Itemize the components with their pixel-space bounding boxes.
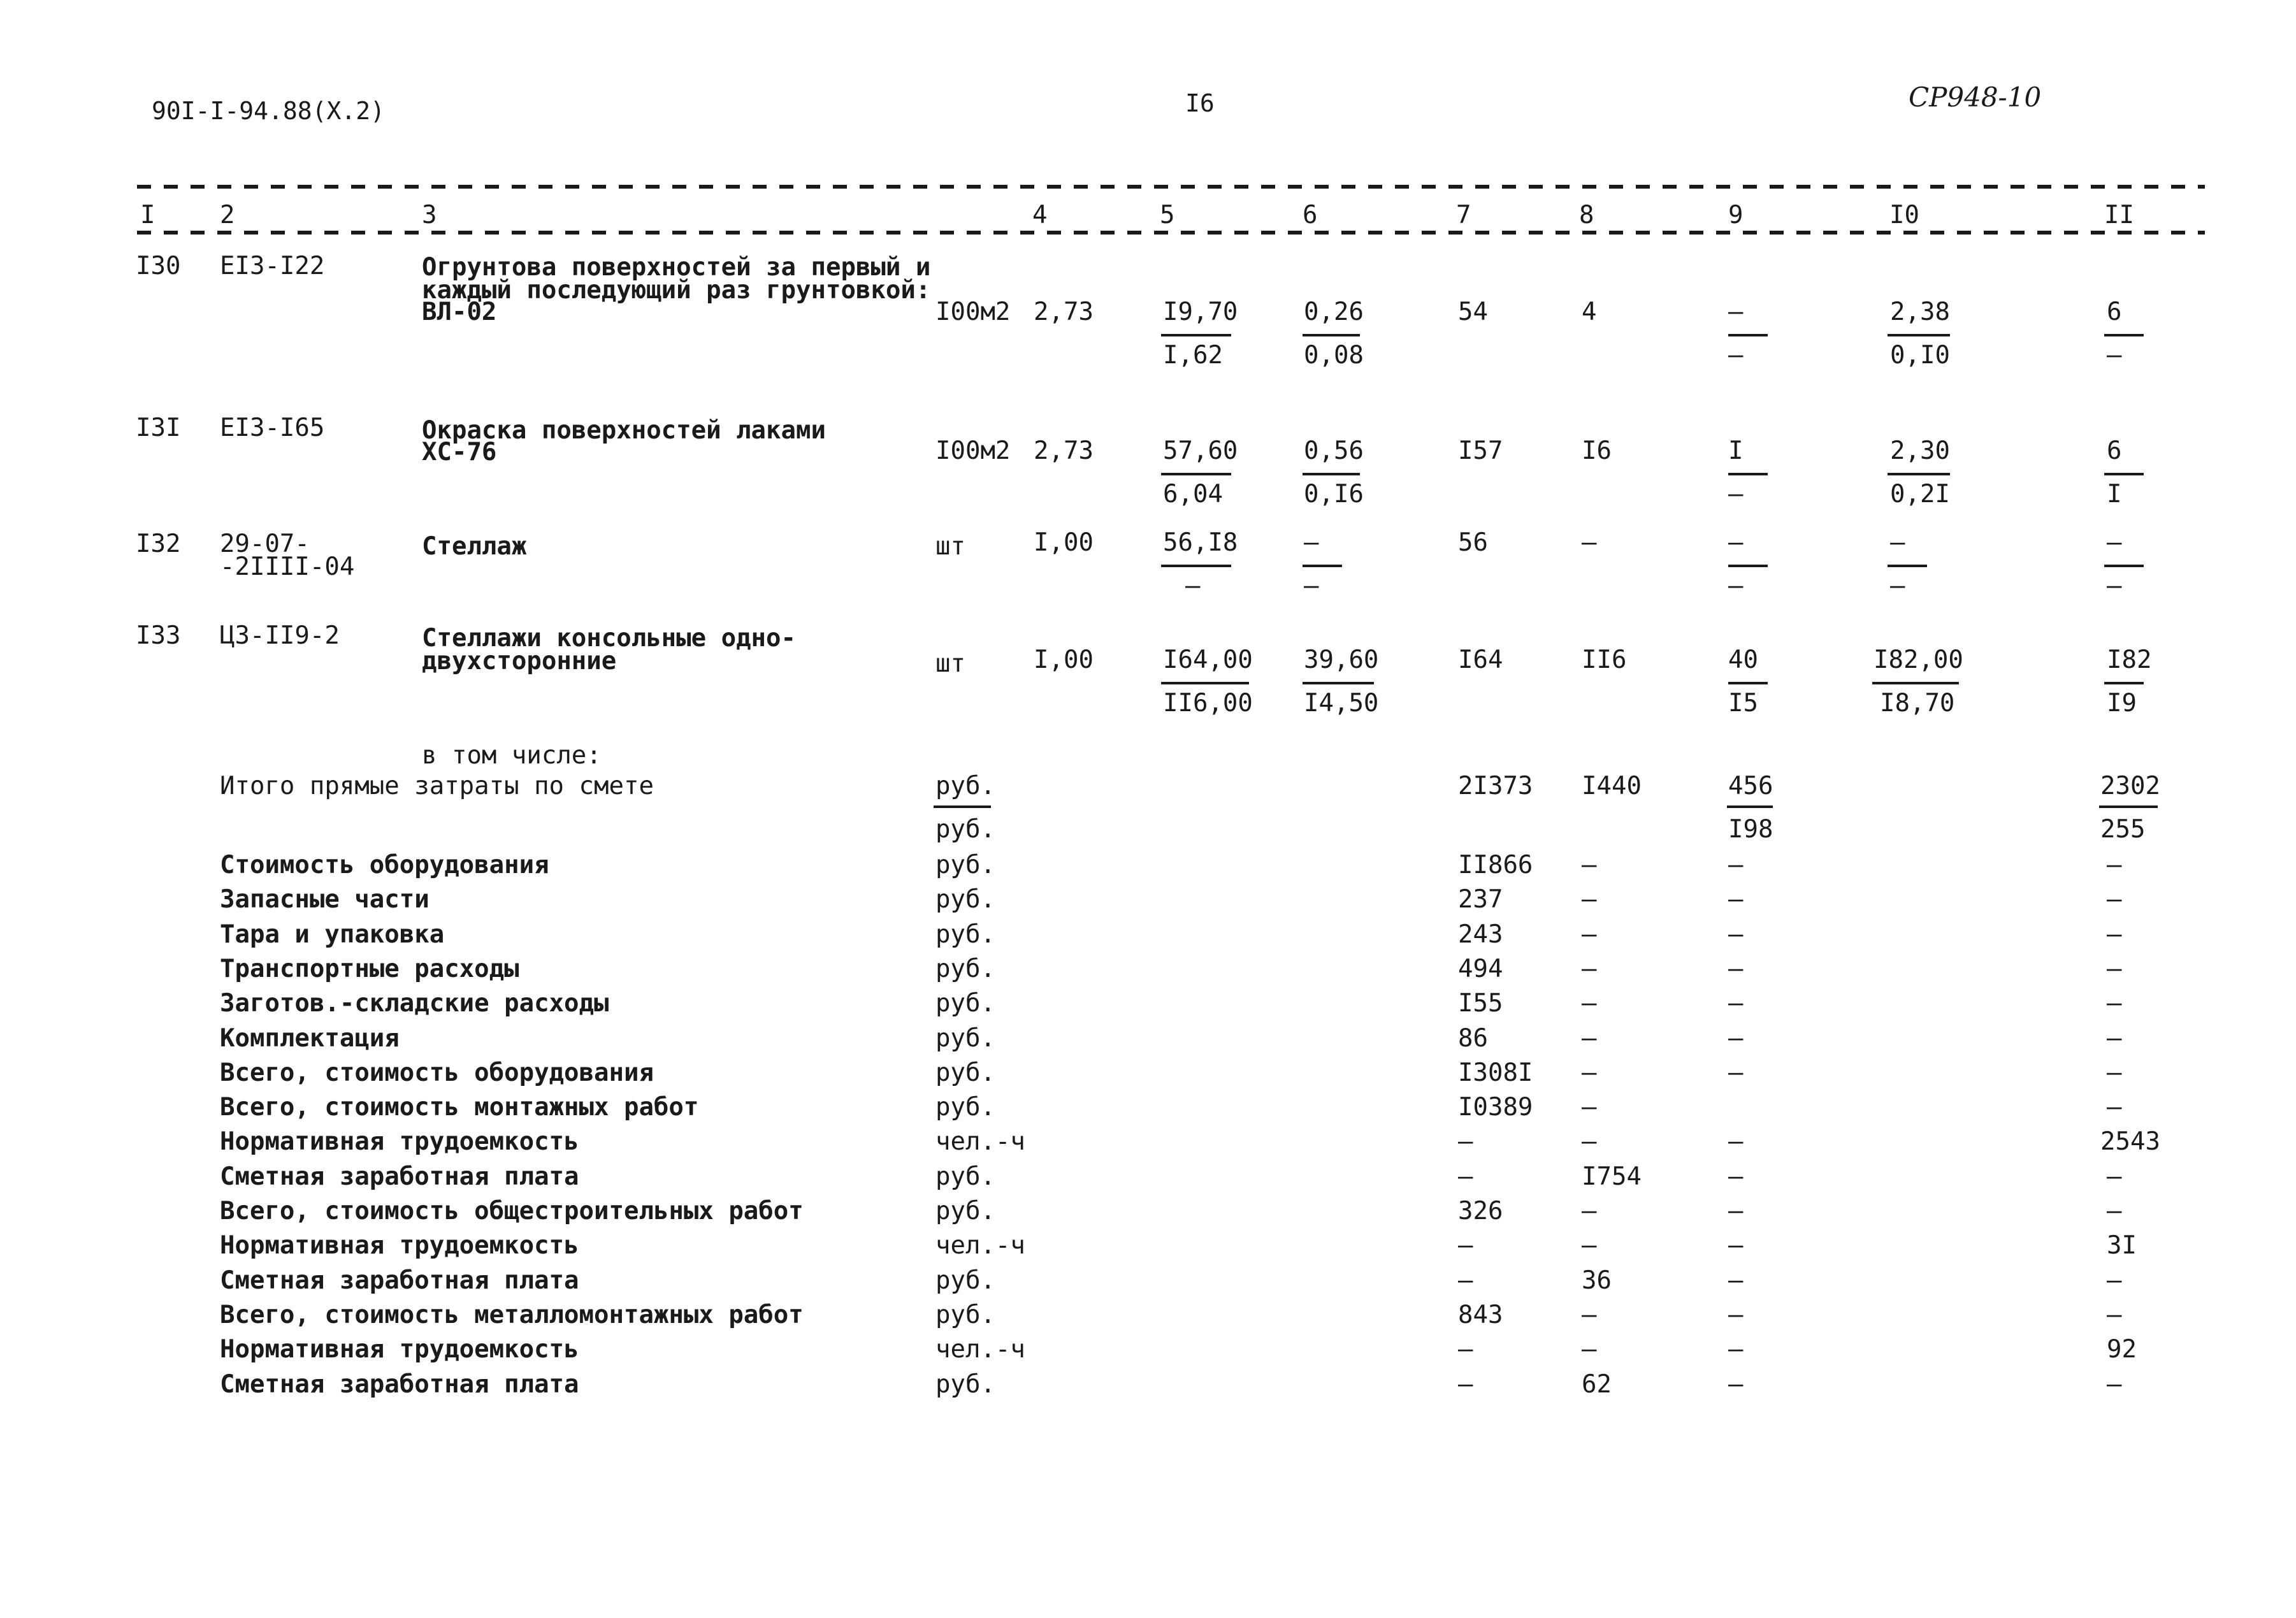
summary-c11: –	[2107, 1301, 2122, 1329]
summary-c9: –	[1728, 920, 1744, 949]
row-number: I33	[136, 621, 181, 650]
summary-c11: –	[2107, 1093, 2122, 1122]
summary-label: Запасные части	[220, 885, 430, 914]
summary-c7: 843	[1458, 1301, 1503, 1329]
c9-top: –	[1728, 298, 1744, 326]
summary-c8: 36	[1582, 1266, 1612, 1295]
summary-label: Сметная заработная плата	[220, 1162, 579, 1191]
summary-c8: I754	[1582, 1162, 1642, 1191]
fraction-bar	[2104, 334, 2144, 336]
summary-c9: –	[1728, 1301, 1744, 1329]
col-header-8: 8	[1579, 201, 1594, 229]
norm-code: EI3-I22	[220, 252, 325, 280]
summary-c7: I55	[1458, 989, 1503, 1018]
unit-cost-bottom: –	[1185, 572, 1201, 600]
summary-label: Итого прямые затраты по смете	[220, 772, 654, 800]
fraction-bar	[1728, 473, 1768, 475]
summary-unit: руб.	[935, 1058, 995, 1087]
c10-top: –	[1890, 528, 1905, 557]
total-cost: I57	[1458, 437, 1503, 465]
quantity: 2,73	[1034, 437, 1094, 465]
row-number: I3I	[136, 414, 181, 442]
c11-top: I82	[2107, 646, 2152, 674]
summary-label: Стоимость оборудования	[220, 851, 549, 879]
unit: I00м2	[935, 298, 1011, 326]
quantity: I,00	[1034, 646, 1094, 674]
summary-unit: руб.	[935, 1301, 995, 1329]
c6-top: 39,60	[1304, 646, 1379, 674]
summary-label: Тара и упаковка	[220, 920, 445, 949]
norm-code: ЦЗ-II9-2	[220, 621, 340, 650]
norm-code: 29-07-	[220, 530, 310, 558]
summary-unit: руб.	[935, 885, 995, 914]
summary-c7: –	[1458, 1127, 1473, 1156]
summary-c7: 237	[1458, 885, 1503, 914]
summary-c8: –	[1582, 1058, 1597, 1087]
summary-c7: 243	[1458, 920, 1503, 949]
summary-c11: –	[2107, 1058, 2122, 1087]
col-header-10: I0	[1889, 201, 1919, 229]
summary-c9: –	[1728, 1335, 1744, 1364]
fraction-bar	[1888, 565, 1927, 567]
c11-bottom: –	[2107, 572, 2122, 600]
summary-c9: –	[1728, 1231, 1744, 1260]
summary-c11: 3I	[2107, 1231, 2137, 1260]
summary-c8: –	[1582, 885, 1597, 914]
col-header-6: 6	[1303, 201, 1318, 229]
c6-bottom: 0,08	[1304, 341, 1364, 370]
c6-top: 0,26	[1304, 298, 1364, 326]
fraction-bar	[1728, 682, 1768, 684]
col-header-2: 2	[220, 201, 235, 229]
norm-code: -2IIII-04	[220, 553, 355, 581]
summary-c7: –	[1458, 1162, 1473, 1191]
work-description: двухсторонние	[422, 647, 617, 675]
summary-c11: –	[2107, 1197, 2122, 1225]
summary-c11: –	[2107, 920, 2122, 949]
summary-c7: –	[1458, 1266, 1473, 1295]
summary-label: Всего, стоимость монтажных работ	[220, 1093, 699, 1122]
summary-c8: –	[1582, 989, 1597, 1018]
work-description: ХС-76	[422, 438, 497, 466]
fraction-bar	[2104, 565, 2144, 567]
summary-label: Нормативная трудоемкость	[220, 1335, 579, 1364]
c6-bottom: –	[1304, 572, 1319, 600]
unit-cost-bottom: 6,04	[1163, 480, 1223, 509]
fraction-bar	[1303, 565, 1342, 567]
row-number: I30	[136, 252, 181, 280]
summary-label: Сметная заработная плата	[220, 1370, 579, 1399]
summary-c11: –	[2107, 989, 2122, 1018]
fraction-bar	[1161, 682, 1249, 684]
col-header-4: 4	[1032, 201, 1048, 229]
c11-top: 6	[2107, 437, 2122, 465]
summary-label: Всего, стоимость металломонтажных работ	[220, 1301, 804, 1329]
work-description: Окраска поверхностей лаками	[422, 416, 826, 445]
header-dashed-line-top	[137, 185, 2205, 189]
summary-unit: руб.	[935, 1162, 995, 1191]
c6-top: 0,56	[1304, 437, 1364, 465]
summary-c7: –	[1458, 1370, 1473, 1399]
fraction-bar	[1303, 334, 1360, 336]
summary-c8: –	[1582, 1127, 1597, 1156]
fraction-bar	[1888, 334, 1950, 336]
summary-c8: –	[1582, 955, 1597, 983]
summary-c7: I308I	[1458, 1058, 1533, 1087]
summary-c8: –	[1582, 1231, 1597, 1260]
summary-label: Сметная заработная плата	[220, 1266, 579, 1295]
total-cost: 56	[1458, 528, 1488, 557]
fraction-bar	[1303, 473, 1360, 475]
row-number: I32	[136, 530, 181, 558]
fraction-bar	[2104, 682, 2144, 684]
quantity: 2,73	[1034, 298, 1094, 326]
summary-unit: чел.-ч	[935, 1127, 1025, 1156]
summary-c11: –	[2107, 955, 2122, 983]
c10-bottom: I8,70	[1880, 689, 1955, 718]
c11-bottom: I	[2107, 480, 2122, 509]
summary-c8: –	[1582, 1024, 1597, 1053]
summary-c11: 2543	[2100, 1127, 2160, 1156]
unit-cost-top: I64,00	[1163, 646, 1253, 674]
summary-c9-top: 456	[1728, 772, 1773, 800]
c11-top: 6	[2107, 298, 2122, 326]
c8: –	[1582, 528, 1597, 557]
summary-c9: –	[1728, 955, 1744, 983]
summary-c7: I0389	[1458, 1093, 1533, 1122]
summary-label: Комплектация	[220, 1024, 400, 1053]
summary-c9: –	[1728, 1024, 1744, 1053]
fraction-bar	[1872, 682, 1959, 684]
norm-code: EI3-I65	[220, 414, 325, 442]
c10-bottom: 0,I0	[1890, 341, 1950, 370]
summary-c11: –	[2107, 851, 2122, 879]
summary-c8: –	[1582, 1335, 1597, 1364]
fraction-bar	[2104, 473, 2144, 475]
c8: I6	[1582, 437, 1612, 465]
fraction-bar	[1303, 682, 1374, 684]
summary-label: Нормативная трудоемкость	[220, 1231, 579, 1260]
summary-c9: –	[1728, 1127, 1744, 1156]
c9-bottom: –	[1728, 341, 1744, 370]
summary-c9: –	[1728, 885, 1744, 914]
unit-cost-top: I9,70	[1163, 298, 1238, 326]
summary-unit: руб.	[935, 989, 995, 1018]
work-description: Стеллаж	[422, 532, 527, 561]
summary-c9: –	[1728, 989, 1744, 1018]
c9-bottom: I5	[1728, 689, 1758, 718]
summary-unit: руб.	[935, 1093, 995, 1122]
fraction-bar	[2099, 805, 2158, 808]
summary-unit: руб.	[935, 1024, 995, 1053]
fraction-bar	[1888, 473, 1950, 475]
summary-unit: руб.	[935, 851, 995, 879]
summary-unit: руб.	[935, 815, 995, 844]
c6-bottom: 0,I6	[1304, 480, 1364, 509]
summary-c11-top: 2302	[2100, 772, 2160, 800]
fraction-bar	[934, 805, 991, 808]
work-description: Стеллажи консольные одно-	[422, 624, 796, 653]
summary-c8: 62	[1582, 1370, 1612, 1399]
page-number: I6	[1185, 89, 1215, 117]
sheet-mark: СР948-10	[1909, 82, 2042, 113]
summary-c7: II866	[1458, 851, 1533, 879]
c10-bottom: –	[1890, 572, 1905, 600]
summary-c8: I440	[1582, 772, 1642, 800]
c6-top: –	[1304, 528, 1319, 557]
summary-c7: 326	[1458, 1197, 1503, 1225]
summary-unit: руб.	[935, 955, 995, 983]
summary-c7: –	[1458, 1335, 1473, 1364]
summary-c8: –	[1582, 1301, 1597, 1329]
total-cost: I64	[1458, 646, 1503, 674]
summary-c9: –	[1728, 1266, 1744, 1295]
summary-c9-bottom: I98	[1728, 815, 1773, 844]
summary-unit: чел.-ч	[935, 1335, 1025, 1364]
summary-c11: –	[2107, 1370, 2122, 1399]
summary-c11: –	[2107, 885, 2122, 914]
col-header-9: 9	[1728, 201, 1744, 229]
unit-cost-bottom: II6,00	[1163, 689, 1253, 718]
summary-c8: –	[1582, 1093, 1597, 1122]
summary-label: Нормативная трудоемкость	[220, 1127, 579, 1156]
summary-c8: –	[1582, 1197, 1597, 1225]
summary-c11-bottom: 255	[2100, 815, 2146, 844]
summary-c11: –	[2107, 1266, 2122, 1295]
summary-c7: –	[1458, 1231, 1473, 1260]
c8: 4	[1582, 298, 1597, 326]
fraction-bar	[1727, 805, 1773, 808]
col-header-1: I	[140, 201, 155, 229]
summary-c11: –	[2107, 1162, 2122, 1191]
summary-unit: руб.	[935, 1370, 995, 1399]
unit-cost-top: 56,I8	[1163, 528, 1238, 557]
summary-c8: –	[1582, 920, 1597, 949]
col-header-3: 3	[422, 201, 437, 229]
c11-bottom: –	[2107, 341, 2122, 370]
fraction-bar	[1161, 334, 1231, 336]
fraction-bar	[1728, 334, 1768, 336]
summary-c9: –	[1728, 1197, 1744, 1225]
unit: I00м2	[935, 437, 1011, 465]
summary-c7: 2I373	[1458, 772, 1533, 800]
summary-unit: руб.	[935, 772, 995, 800]
c10-top: 2,38	[1890, 298, 1950, 326]
c9-bottom: –	[1728, 480, 1744, 509]
col-header-5: 5	[1160, 201, 1175, 229]
summary-label: Всего, стоимость оборудования	[220, 1058, 654, 1087]
fraction-bar	[1161, 565, 1231, 567]
col-header-11: II	[2104, 201, 2134, 229]
work-description: каждый последующий раз грунтовкой:	[422, 276, 931, 305]
unit-cost-bottom: I,62	[1163, 341, 1223, 370]
quantity: I,00	[1034, 528, 1094, 557]
including-caption: в том числе:	[422, 741, 602, 770]
work-description: ВЛ-02	[422, 298, 497, 326]
header-dashed-line-bottom	[137, 231, 2205, 235]
c10-bottom: 0,2I	[1890, 480, 1950, 509]
summary-c11: 92	[2107, 1335, 2137, 1364]
summary-c8: –	[1582, 851, 1597, 879]
fraction-bar	[1728, 565, 1768, 567]
c6-bottom: I4,50	[1304, 689, 1379, 718]
summary-unit: руб.	[935, 1266, 995, 1295]
col-header-7: 7	[1456, 201, 1471, 229]
unit: шт	[935, 649, 965, 678]
document-code: 90I-I-94.88(X.2)	[152, 97, 386, 125]
work-description: Огрунтова поверхностей за первый и	[422, 253, 931, 282]
c10-top: 2,30	[1890, 437, 1950, 465]
summary-c9: –	[1728, 1058, 1744, 1087]
summary-unit: руб.	[935, 1197, 995, 1225]
summary-unit: чел.-ч	[935, 1231, 1025, 1260]
c9-top: I	[1728, 437, 1744, 465]
fraction-bar	[1161, 473, 1231, 475]
summary-unit: руб.	[935, 920, 995, 949]
summary-c7: 86	[1458, 1024, 1488, 1053]
unit-cost-top: 57,60	[1163, 437, 1238, 465]
summary-c11: –	[2107, 1024, 2122, 1053]
c10-top: I82,00	[1874, 646, 1963, 674]
unit: шт	[935, 532, 965, 561]
c9-bottom: –	[1728, 572, 1744, 600]
c9-top: 40	[1728, 646, 1758, 674]
summary-label: Заготов.-складские расходы	[220, 989, 609, 1018]
c11-bottom: I9	[2107, 689, 2137, 718]
summary-c9: –	[1728, 851, 1744, 879]
summary-label: Всего, стоимость общестроительных работ	[220, 1197, 804, 1225]
total-cost: 54	[1458, 298, 1488, 326]
c9-top: –	[1728, 528, 1744, 557]
summary-c9: –	[1728, 1370, 1744, 1399]
summary-label: Транспортные расходы	[220, 955, 519, 983]
c11-top: –	[2107, 528, 2122, 557]
summary-c9: –	[1728, 1162, 1744, 1191]
summary-c7: 494	[1458, 955, 1503, 983]
c8: II6	[1582, 646, 1627, 674]
